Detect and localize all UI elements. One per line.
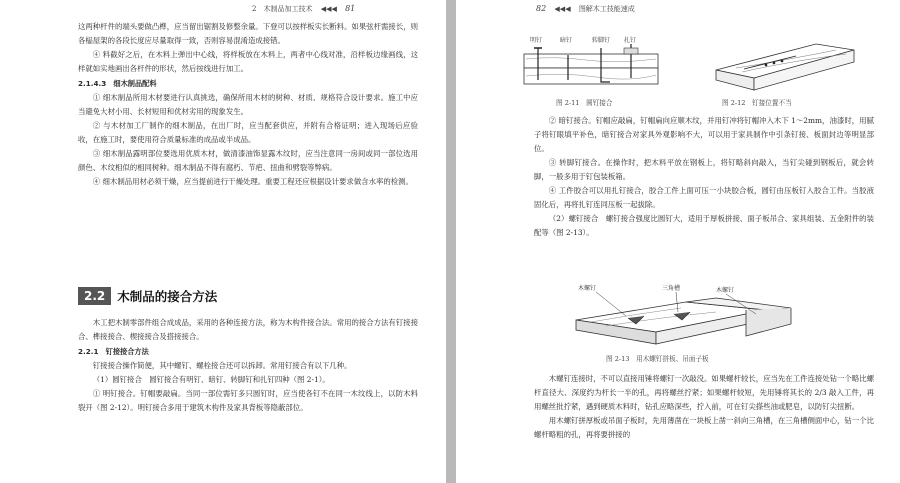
subheading: 2.1.4.3 细木制品配料 bbox=[78, 79, 157, 88]
right-text-bottom bbox=[534, 372, 874, 442]
right-text-top bbox=[534, 114, 874, 240]
right-page bbox=[456, 0, 900, 483]
book-gutter bbox=[446, 0, 456, 483]
paragraph: ③ 细木制品露明部位要选用优质木材，做清漆油饰显露木纹时，应当注意同一房间或同一部位选用颜色、木纹相似的相同树种。细木制品不得有腐朽、节疤、扭曲和劈裂等弊病。 bbox=[78, 149, 418, 172]
split-board-illustration bbox=[696, 32, 856, 94]
left-text-top bbox=[78, 20, 418, 189]
paragraph: ② 暗钉接合。钉帽应敲扁，钉帽扁向应顺木纹，并用钉冲将钉帽冲入木下 1～2mm，油漆时，用腻子将钉眼填平补色，暗钉接合对家具外观影响不大，可以用于家具制作中引条钉接、板面封边等明显部位。 bbox=[534, 116, 874, 153]
page-number: 81 bbox=[345, 4, 356, 13]
paragraph: ① 细木制品所用木材要进行认真挑选，确保所用木材的树种、材质、规格符合设计要求。施工中应当避免大材小用、长材短用和优材劣用的现象发生。 bbox=[78, 93, 418, 116]
left-page bbox=[0, 0, 446, 483]
figure-caption: 图 2-12 钉接位置不当 bbox=[722, 99, 792, 107]
paragraph: ④ 工件胶合可以用扎钉接合，胶合工件上面可压一小块胶合板，圆钉由压板钉入胶合工件。当胶液固化后，再将扎钉连同压板一起拔除。 bbox=[534, 186, 874, 209]
section-heading bbox=[78, 285, 418, 307]
paragraph: 钉接接合操作简便，其中螺钉、螺栓接合还可以拆卸。常用钉接合有以下几种。 bbox=[92, 361, 352, 370]
figure-label: 木螺钉 bbox=[716, 287, 735, 294]
header-arrows: ◀◀◀ bbox=[320, 5, 337, 13]
paragraph: （2）螺钉接合 螺钉接合强度比圆钉大，适用于厚板拼接、面子板吊合、家具组装、五金附件的装配等（图 2-13）。 bbox=[534, 214, 874, 237]
subheading: 2.2.1 钉接接合方法 bbox=[78, 347, 149, 356]
figure-label: 扎钉 bbox=[624, 37, 637, 44]
figure-label: 三角槽 bbox=[662, 285, 681, 292]
paragraph: ④ 细木制品用材必须干燥，应当提前进行干燥处理。重要工程还应根据设计要求做含水率的检测。 bbox=[92, 177, 413, 186]
figure-2-12 bbox=[696, 32, 856, 94]
figure-label: 木螺钉 bbox=[578, 285, 597, 292]
paragraph: 这两种杆件的端头要做凸榫，应当留出锯割及修整余量。下登可以按样板实长断料。如果弦杆需接长，则各榀屋架的各段长度应尽量取得一致，否则容易混淆造成接错。 bbox=[78, 22, 418, 45]
figure-caption: 图 2-13 用木螺钉拼板、吊面子板 bbox=[606, 355, 709, 363]
right-page-header bbox=[536, 4, 635, 14]
paragraph: ② 与木材加工厂制作的细木制品，在出厂时，应当配套供应，并附有合格证明；进入现场后应验收，在施工时，要使用符合质量标准的成品或半成品。 bbox=[78, 121, 418, 144]
figure-2-11 bbox=[516, 34, 666, 94]
figure-2-13 bbox=[566, 280, 796, 348]
figure-label: 明钉 bbox=[530, 37, 543, 44]
paragraph: ④ 料截好之后，在木料上弹出中心线，将样板放在木料上，两者中心线对准，沿样板边缘画线，这样就如实地画出各杆件的形状，然后按线进行加工。 bbox=[78, 50, 418, 73]
paragraph: 用木螺钉拼厚板或吊面子板时，先用薄凿在一块板上凿一斜向三角槽，在三角槽侧面中心，钻一个比螺杆略粗的孔，再将要拼接的 bbox=[534, 416, 874, 439]
header-title: 图解木工技能速成 bbox=[578, 5, 635, 13]
paragraph: ① 明钉接合。钉帽要敲扁。当同一部位需钉多只圆钉时，应当使各钉不在同一木纹线上，以防木料裂开（图 2-12）。明钉接合多用于建筑木构件及家具背板等隐蔽部位。 bbox=[78, 389, 418, 412]
paragraph: ③ 转脚钉接合。在操作时，把木料平放在钢板上，将钉略斜向敲入，当钉尖碰到钢板后，就会转脚，一般多用于钉包装板箱。 bbox=[534, 158, 874, 181]
left-page-header bbox=[252, 4, 355, 14]
nail-joint-illustration bbox=[516, 34, 666, 94]
header-section: 2 木制品加工技术 bbox=[252, 5, 313, 13]
section-title: 木制品的接合方法 bbox=[117, 289, 218, 304]
screw-joint-illustration bbox=[566, 280, 796, 348]
section-number: 2.2 bbox=[78, 287, 111, 305]
paragraph: 木螺钉连接时，不可以直接用锤将螺钉一次敲没。如果螺杆较长，应当先在工件连接处钻一个略比螺杆直径大、深度约为杆长一半的孔，再将螺丝拧紧；如果螺杆较短，先用锤将其长的 2/3 敲入工件，再用螺丝批拧紧，遇到硬质木料时，钻孔应略深些，拧入前，可在钉尖搽些油或肥皂，以防钉尖扭断。 bbox=[534, 374, 874, 411]
figure-label: 暗钉 bbox=[560, 37, 573, 44]
paragraph: 木工把木制零部件组合成成品，采用的各种连接方法，称为木构件接合法。常用的接合方法有钉接接合、榫接接合、楔接接合及搭接接合。 bbox=[78, 318, 418, 341]
figure-caption: 图 2-11 圆钉接合 bbox=[556, 99, 613, 107]
left-text-bottom bbox=[78, 316, 418, 415]
figure-label: 转脚钉 bbox=[592, 37, 611, 44]
header-arrows: ◀◀◀ bbox=[554, 5, 571, 13]
paragraph: （1）圆钉接合 圆钉接合有明钉、暗钉、转脚钉和扎钉四种（图 2-1）。 bbox=[92, 375, 330, 384]
page-number: 82 bbox=[536, 4, 547, 13]
